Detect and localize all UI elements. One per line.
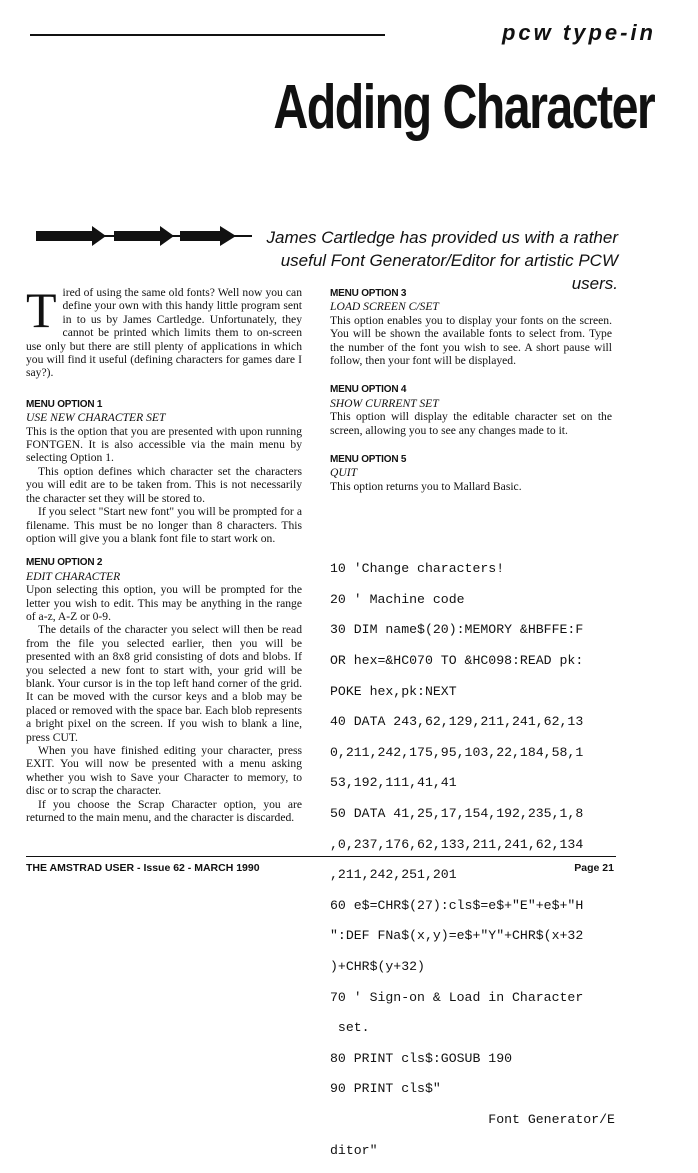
- standfirst: James Cartledge has provided us with a rather useful Font Generator/Editor for artistic PCW users.: [266, 228, 618, 293]
- listing-line: ,211,242,251,201: [330, 867, 457, 883]
- option-5-title: QUIT: [330, 466, 358, 480]
- option-3-heading: MENU OPTION 3: [330, 288, 407, 299]
- right-column: [330, 276, 612, 493]
- listing-line: 10 'Change characters!: [330, 561, 505, 577]
- option-1-paragraph: This option defines which character set the characters you will edit are to be taken from. This is not necessarily the character set they will be stored to.: [26, 464, 302, 505]
- option-1-title: USE NEW CHARACTER SET: [26, 411, 166, 425]
- listing-line: 0,211,242,175,95,103,22,184,58,1: [330, 744, 584, 760]
- listing-line: 40 DATA 243,62,129,211,241,62,13: [330, 714, 584, 730]
- arrow-decoration: [36, 226, 252, 246]
- listing-line: 80 PRINT cls$:GOSUB 190: [330, 1050, 513, 1066]
- listing-line: 60 e$=CHR$(27):cls$=e$+"E"+e$+"H: [330, 897, 584, 913]
- option-2-paragraph: When you have finished editing your character, press EXIT. You will now be presented with a menu asking whether you wish to Save your Character to memory, to disc or to scrap the character.: [26, 744, 302, 798]
- option-4-heading: MENU OPTION 4: [330, 384, 407, 396]
- listing-line: 20 ' Machine code: [330, 591, 465, 607]
- listing-line: 50 DATA 41,25,17,154,192,235,1,8: [330, 806, 584, 822]
- page-title: Adding Character: [273, 73, 654, 142]
- option-5-heading: MENU OPTION 5: [330, 454, 407, 466]
- listing-line: )+CHR$(y+32): [330, 959, 425, 975]
- option-5-paragraph: This option returns you to Mallard Basic.: [330, 479, 522, 493]
- option-2-title: EDIT CHARACTER: [26, 569, 121, 583]
- option-2-paragraph: If you choose the Scrap Character option, you are returned to the main menu, and the character is discarded.: [26, 797, 302, 825]
- option-3-title: LOAD SCREEN C/SET: [330, 300, 439, 314]
- footer-issue: THE AMSTRAD USER - Issue 62 - MARCH 1990: [26, 862, 260, 874]
- listing-line: ":DEF FNa$(x,y)=e$+"Y"+CHR$(x+32: [330, 928, 584, 944]
- listing-line: 30 DIM name$(20):MEMORY &HBFFE:F: [330, 622, 584, 638]
- option-1-paragraph: This is the option that you are presented with upon running FONTGEN. It is also accessible via the main menu by selecting Option 1.: [26, 424, 302, 465]
- option-2-heading: MENU OPTION 2: [26, 557, 103, 569]
- intro-paragraph: [26, 282, 302, 380]
- drop-cap: T: [26, 282, 57, 338]
- arrow-2-icon: [114, 226, 180, 246]
- option-1-heading: MENU OPTION 1: [26, 398, 103, 410]
- option-4-title: SHOW CURRENT SET: [330, 396, 439, 410]
- intro-text: ired of using the same old fonts? Well now you can define your own with this handy little program sent in to us by James Cartledge. Unfortunately, they cannot be printed which limits them to on-screen use only but there are still plenty of applications in which you will find it useful (defining characters for games dare I say?).: [26, 286, 302, 380]
- program-listing: [330, 546, 630, 1173]
- option-2-paragraph: Upon selecting this option, you will be prompted for the letter you wish to edit. This may be anything in the range of a-z, A-Z or 0-9.: [26, 583, 302, 623]
- option-4-paragraph: This option will display the editable character set on the screen, allowing you to see any changes made to it.: [330, 410, 612, 437]
- listing-line: POKE hex,pk:NEXT: [330, 683, 457, 699]
- left-column: [26, 282, 302, 825]
- listing-line: Font Generator/E: [330, 1111, 615, 1127]
- option-3-paragraph: This option enables you to display your fonts on the screen. You will be shown the available fonts to select from. Type the number of the font you wish to see. A short pause will follow, then your font will be displayed.: [330, 313, 612, 368]
- listing-line: ditor": [330, 1142, 378, 1158]
- header-rule: [30, 34, 385, 36]
- listing-line: 90 PRINT cls$": [330, 1081, 441, 1097]
- footer-rule: [26, 856, 616, 857]
- option-1-paragraph: If you select "Start new font" you will be prompted for a filename. This must be no longer than 8 characters. This option will give you a blank font file to start work on.: [26, 505, 302, 545]
- arrow-1-icon: [36, 226, 114, 246]
- listing-line: set.: [330, 1020, 370, 1036]
- arrow-3-icon: [180, 226, 252, 246]
- page-number: Page 21: [574, 862, 614, 874]
- listing-line: 53,192,111,41,41: [330, 775, 457, 791]
- listing-line: 70 ' Sign-on & Load in Character: [330, 989, 584, 1005]
- listing-line: OR hex=&HC070 TO &HC098:READ pk:: [330, 653, 584, 669]
- option-2-paragraph: The details of the character you select will then be read from the file you selected earlier, then you will be presented with an 8x8 grid consisting of dots and blobs. If you selected a new font to start with, your grid will be blank. Your cursor is in the top left hand corner of the grid. It can be moved with the cursor keys and a blob may be placed or removed with the space bar. Each blob represents a bright pixel on the screen. If you wish to blank a line, press CUT.: [26, 623, 302, 744]
- listing-line: ,0,237,176,62,133,211,241,62,134: [330, 836, 584, 852]
- section-label: pcw type-in: [501, 20, 656, 45]
